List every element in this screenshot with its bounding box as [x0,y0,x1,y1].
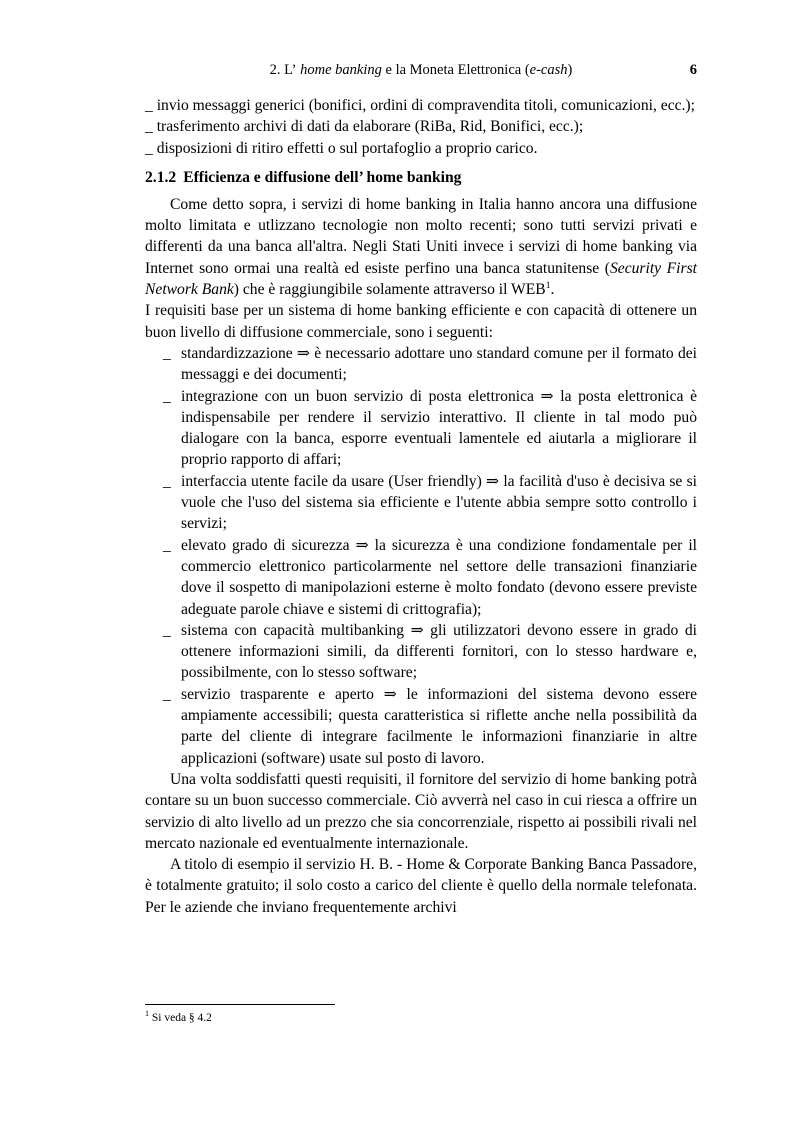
requirement-item: _ sistema con capacità multibanking ⇒ gli utilizzatori devono essere in grado di ottenere informazioni simili, da differenti fornitori, con lo stesso hardware e, possibilmente, con lo stesso software; [163,621,697,682]
dash-marker: _ [163,621,171,639]
requirement-item: _ standardizzazione ⇒ è necessario adottare uno standard comune per il formato dei messaggi e dei documenti; [163,344,697,384]
requirement-item: _ servizio trasparente e aperto ⇒ le informazioni del sistema devono essere ampiamente accessibili; questa caratteristica si riflette anche nella possibilità da parte del cliente di integrare facilmente le informazioni finanziarie in altre applicazioni (software) usate sul posto di lavoro. [163,685,697,767]
top-bullet-item: _ invio messaggi generici (bonifici, ordini di compravendita titoli, comunicazioni, ecc.); [145,97,695,114]
requirement-item: _ integrazione con un buon servizio di posta elettronica ⇒ la posta elettronica è indispensabile per rendere il servizio interattivo. Il cliente in tal modo può dialogare con la banca, esporre eventuali lamentele ed aiutarla a migliorare il proprio rapporto di affari; [163,387,697,469]
dash-marker: _ [163,387,171,405]
running-header [145,62,697,84]
section-number: 2.1.2 [145,168,177,186]
paragraph-intro: Come detto sopra, i servizi di home banking in Italia hanno ancora una diffusione molto limitata e utlizzano tecnologie non molto recenti; sono tutti servizi privati e differenti da una banca all'altra. Negli Stati Uniti invece i servizi di home banking via Internet sono ormai una realtà ed esiste perfino una banca statunitense (Security First Network Bank) che è raggiungibile solamente attraverso il WEB$^1$. [145,195,697,299]
requirement-item: _ interfaccia utente facile da usare (User friendly) ⇒ la facilità d'uso è decisiva se si vuole che l'uso del sistema sia efficiente e l'utente abbia sempre sotto controllo i servizi; [163,472,697,533]
top-bullet-list [145,95,697,159]
dash-marker: _ [163,344,171,362]
page-body [145,95,697,918]
chapter-mid: e la Moneta Elettronica ( [385,62,530,78]
chapter-title [145,62,697,79]
footnote-number: 1 [145,1009,149,1019]
chapter-suffix: ) [567,62,573,78]
dash-marker: _ [163,472,171,490]
paragraph-conclusion: Una volta soddisfatti questi requisiti, il fornitore del servizio di home banking potrà contare su un buon successo commerciale. Ciò avverrà nel caso in cui riesca a offrire un servizio di alto livello ad un prezzo che sia concorrenziale, rispetto ai possibili rivali nel mercato nazionale ed eventualmente internazionale. [145,770,697,852]
paragraph-example: A titolo di esempio il servizio H. B. - Home & Corporate Banking Banca Passadore, è totalmente gratuito; il solo costo a carico del cliente è quello della normale telefonata. Per le aziende che inviano frequentemente archivi [145,856,697,916]
chapter-prefix: 2. L’ [269,62,297,78]
bank-name: Security First Network Bank [145,259,697,299]
page-number: 6 [689,62,697,78]
footnote-text: Si veda § 4.2 [151,1012,212,1024]
dash-marker: _ [163,685,171,703]
section-heading [145,167,697,188]
paragraph-requirements-intro: I requisiti base per un sistema di home banking efficiente e con capacità di ottenere un buon livello di diffusione commerciale, sono i seguenti: [145,302,697,341]
chapter-em-ecash: e-cash [529,62,568,78]
section-title: Efficienza e diffusione dell’ home banking [183,168,462,186]
dash-marker: _ [163,536,171,554]
footnote-ref: 1 [545,280,551,291]
footnote-separator [145,1004,335,1005]
top-bullet-item: _ disposizioni di ritiro effetti o sul portafoglio a proprio carico. [145,139,538,157]
top-bullet-item: _ trasferimento archivi di dati da elaborare (RiBa, Rid, Bonifici, ecc.); [145,118,584,136]
chapter-em-home-banking: home banking [300,62,382,78]
requirements-list [145,343,697,769]
footnote [145,1009,212,1024]
requirement-item: _ elevato grado di sicurezza ⇒ la sicurezza è una condizione fondamentale per il commercio elettronico particolarmente nel settore delle transazioni finanziarie dove il sospetto di manipolazioni esterne è molto fondato (devono essere previste adeguate parole chiave e sistemi di crittografia); [163,536,697,618]
